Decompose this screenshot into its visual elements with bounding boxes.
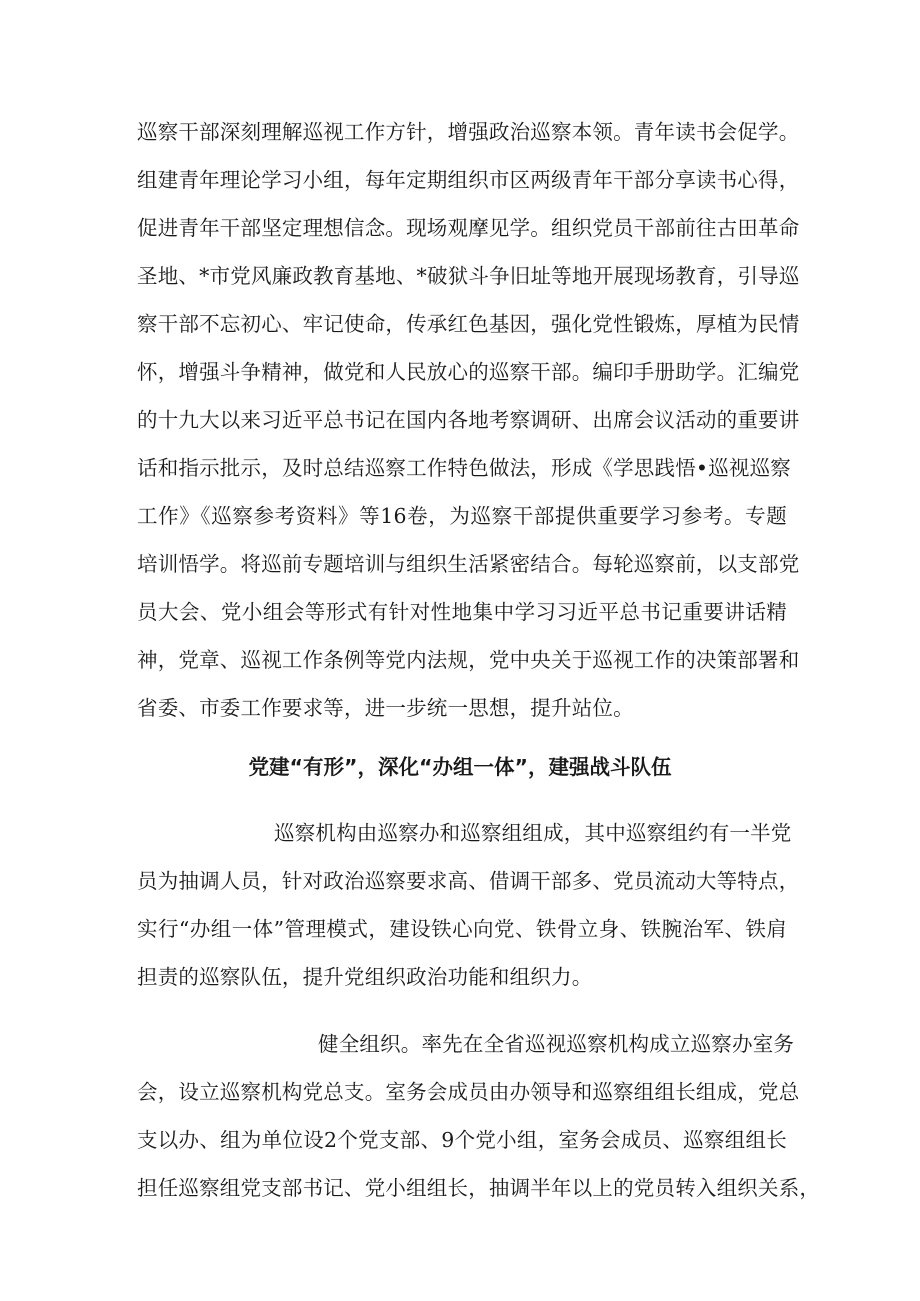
text-line: 健全组织。率先在全省巡视巡察机构成立巡察办室务 (318, 1032, 795, 1056)
text-line: 的十九大以来习近平总书记在国内各地考察调研、出席会议活动的重要讲 (137, 408, 800, 432)
text-line: 巡察干部深刻理解巡视工作方针，增强政治巡察本领。青年读书会促学。 (137, 120, 800, 144)
text-line: 担责的巡察队伍，提升党组织政治功能和组织力。 (137, 965, 593, 989)
text-line: 担任巡察组党支部书记、党小组组长，抽调半年以上的党员转入组织关系， (137, 1176, 821, 1200)
text-line: 实行“办组一体”管理模式，建设铁心向党、铁骨立身、铁腕治军、铁肩 (137, 917, 787, 941)
text-line: 工作》《巡察参考资料》等16卷，为巡察干部提供重要学习参考。专题 (137, 504, 787, 528)
text-line: 促进青年干部坚定理想信念。现场观摩见学。组织党员干部前往古田革命 (137, 216, 800, 240)
text-line: 察干部不忘初心、牢记使命，传承红色基因，强化党性锻炼，厚植为民情 (137, 312, 800, 336)
text-line: 支以办、组为单位设2个党支部、9个党小组，室务会成员、巡察组组长 (137, 1128, 787, 1152)
text-line: 神，党章、巡视工作条例等党内法规，党中央关于巡视工作的决策部署和 (137, 648, 800, 672)
section-heading: 党建“有形”，深化“办组一体”，建强战斗队伍 (248, 755, 672, 779)
text-line: 员为抽调人员，针对政治巡察要求高、借调干部多、党员流动大等特点， (137, 869, 800, 893)
text-line: 会，设立巡察机构党总支。室务会成员由办领导和巡察组组长组成，党总 (137, 1080, 800, 1104)
text-line: 话和指示批示，及时总结巡察工作特色做法，形成《学思践悟•巡视巡察 (137, 456, 791, 480)
text-line: 省委、市委工作要求等，进一步统一思想，提升站位。 (137, 696, 634, 720)
text-line: 巡察机构由巡察办和巡察组组成，其中巡察组约有一半党 (274, 821, 792, 845)
text-line: 怀，增强斗争精神，做党和人民放心的巡察干部。编印手册助学。汇编党 (137, 360, 800, 384)
text-line: 圣地、*市党风廉政教育基地、*破狱斗争旧址等地开展现场教育，引导巡 (137, 264, 800, 288)
text-line: 组建青年理论学习小组，每年定期组织市区两级青年干部分享读书心得， (137, 168, 800, 192)
text-line: 员大会、党小组会等形式有针对性地集中学习习近平总书记重要讲话精 (137, 600, 787, 624)
text-line: 培训悟学。将巡前专题培训与组织生活紧密结合。每轮巡察前，以支部党 (137, 552, 800, 576)
